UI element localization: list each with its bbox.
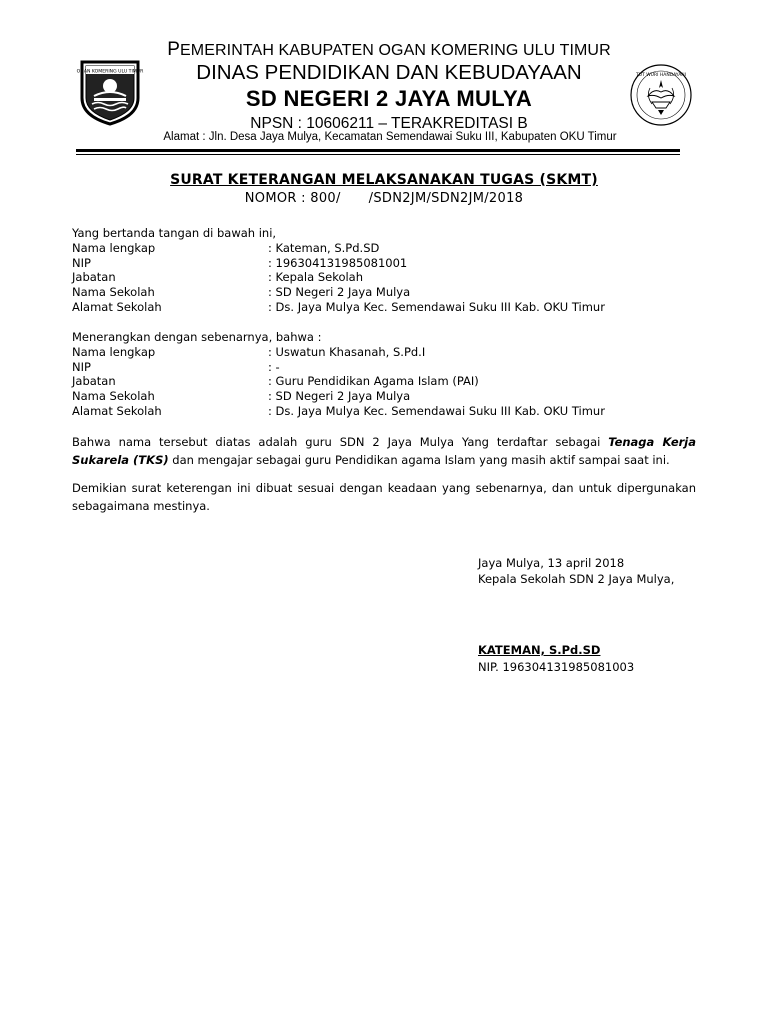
letterhead-initial: P [167,39,181,60]
regency-emblem-logo [76,58,144,126]
signature-date: Jaya Mulya, 13 april 2018 [478,556,625,570]
letterhead-rule-thin [76,154,680,155]
signer-intro: Yang bertanda tangan di bawah ini, [72,226,277,240]
field-label: Alamat Sekolah [72,403,162,418]
statement-text: Bahwa nama tersebut diatas adalah guru SDN 2 Jaya Mulya Yang terdaftar sebagai [72,435,609,449]
document-number [0,191,768,206]
signature-nip: NIP. 196304131985081003 [478,660,635,674]
field-label: Nama Sekolah [72,285,155,300]
field-label: Nama lengkap [72,344,156,359]
field-value: : 196304131985081001 [268,255,408,270]
signer-row [72,300,696,315]
field-value: : Kepala Sekolah [268,270,364,285]
signer-row [72,285,696,300]
letterhead-government-text: EMERINTAH KABUPATEN OGAN KOMERING ULU TIMUR [180,42,611,59]
statement-emphasis: Tenaga Kerja Sukarela (TKS) [72,435,697,467]
field-value: : Ds. Jaya Mulya Kec. Semendawai Suku III Kab. OKU Timur [268,403,605,418]
signature-name: KATEMAN, S.Pd.SD [478,643,601,657]
field-label: Jabatan [72,270,116,285]
subject-row [72,360,696,375]
letterhead-rule-thick [76,149,680,152]
closing-paragraph: Demikian surat keterengan ini dibuat sesuai dengan keadaan yang sebenarnya, dan untuk dipergunakan sebagaimana mestinya. [72,481,696,513]
field-label: Nama lengkap [72,240,156,255]
letterhead-address: Alamat : Jln. Desa Jaya Mulya, Kecamatan Semendawai Suku III, Kabupaten OKU Timur [163,131,617,143]
signature-place-date [478,555,674,587]
field-value: : Ds. Jaya Mulya Kec. Semendawai Suku III Kab. OKU Timur [268,299,605,314]
field-label: NIP [72,255,91,270]
letterhead [150,40,628,134]
field-value: : - [268,359,280,374]
letterhead-npsn: NPSN : 10606211 – TERAKREDITASI B [250,115,528,132]
field-value: : SD Negeri 2 Jaya Mulya [268,389,411,404]
subject-row [72,374,696,389]
subject-section [72,330,696,419]
statement-text-end: dan mengajar sebagai guru Pendidikan agama Islam yang masih aktif sampai saat ini. [168,453,670,467]
field-label: Jabatan [72,374,116,389]
field-label: NIP [72,359,91,374]
field-value: : Uswatun Khasanah, S.Pd.I [268,344,426,359]
field-value: : Guru Pendidikan Agama Islam (PAI) [268,374,479,389]
subject-row [72,345,696,360]
letterhead-government [150,40,628,61]
statement-paragraph [72,433,696,469]
letterhead-school-name: SD NEGERI 2 JAYA MULYA [245,86,533,111]
subject-row [72,404,696,419]
field-value: : Kateman, S.Pd.SD [268,240,380,255]
tut-wuri-handayani-logo [628,62,694,128]
subject-row [72,389,696,404]
signer-row [72,241,696,256]
field-value: : SD Negeri 2 Jaya Mulya [268,285,411,300]
letterhead-department: DINAS PENDIDIKAN DAN KEBUDAYAAN [196,61,582,84]
document-number-suffix: /SDN2JM/SDN2JM/2018 [368,191,524,206]
field-label: Alamat Sekolah [72,299,162,314]
signer-row [72,270,696,285]
signature-position: Kepala Sekolah SDN 2 Jaya Mulya, [478,572,675,586]
subject-intro: Menerangkan dengan sebenarnya, bahwa : [72,330,322,344]
logo-motto-text: TUT WURI HANDAYANI [636,73,686,78]
signer-section [72,226,696,315]
signer-row [72,256,696,271]
field-label: Nama Sekolah [72,389,155,404]
emblem-text: OGAN KOMERING ULU TIMUR [76,69,144,75]
document-title: SURAT KETERANGAN MELAKSANAKAN TUGAS (SKMT) [170,172,598,188]
document-number-prefix: NOMOR : 800/ [244,191,341,206]
